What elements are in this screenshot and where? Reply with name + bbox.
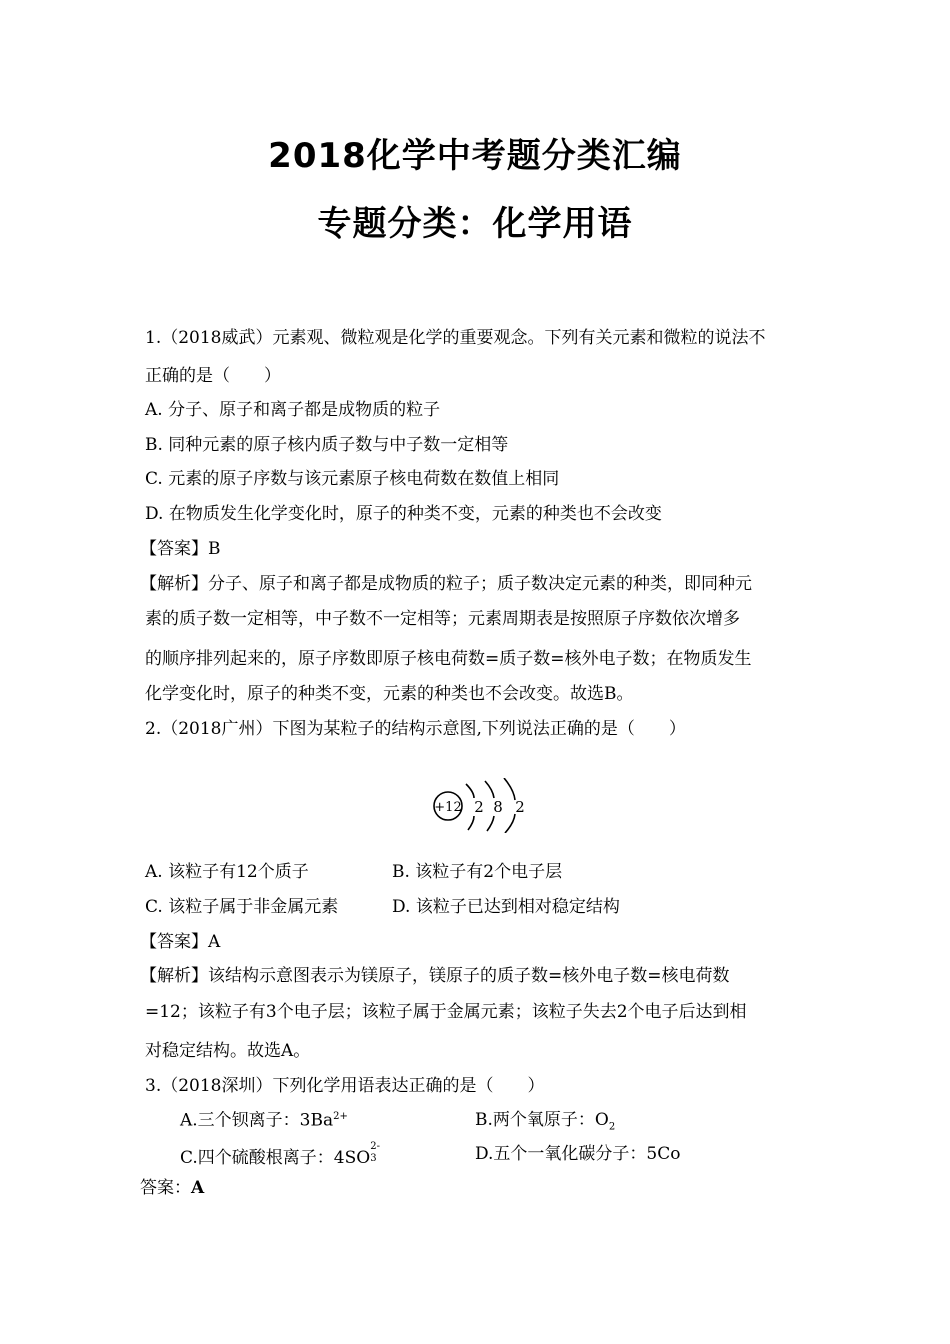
q2-stem: 2.（2018广州）下图为某粒子的结构示意图,下列说法正确的是（ ） [145,719,686,739]
q1-option-c: C. 元素的原子序数与该元素原子核电荷数在数值上相同 [145,469,560,489]
q1-option-b: B. 同种元素的原子核内质子数与中子数一定相等 [145,435,509,455]
q1-analysis-line-1: 【解析】分子、原子和离子都是成物质的粒子；质子数决定元素的种类，即同种元 [140,574,752,594]
q3-stem: 3.（2018深圳）下列化学用语表达正确的是（ ） [145,1076,545,1096]
q3-option-a-text: A.三个钡离子：3Ba [180,1110,334,1131]
q3-option-c-subscript: 3 [370,1153,377,1164]
q1-stem-line-1: 1.（2018威武）元素观、微粒观是化学的重要观念。下列有关元素和微粒的说法不 [145,328,766,348]
q3-option-c [180,1141,382,1168]
q3-option-b [475,1112,615,1132]
q1-analysis-line-3: 的顺序排列起来的，原子序数即原子核电荷数=质子数=核外电子数；在物质发生 [145,649,752,669]
shell-arc-2-bottom [487,816,494,831]
q2-option-a: A. 该粒子有12个质子 [145,862,309,882]
shell-arc-1-top [466,784,474,798]
shell-arc-1-bottom [468,816,474,830]
q2-analysis-line-2: =12；该粒子有3个电子层；该粒子属于金属元素；该粒子失去2个电子后达到相 [145,1002,747,1022]
shell-arc-3-top [504,778,515,800]
q3-answer [140,1180,204,1197]
q3-answer-label: 答案： [140,1178,191,1198]
q3-option-c-charge: 2- [370,1141,380,1152]
q3-option-a [180,1112,348,1130]
shell-3-electrons: 2 [515,798,525,816]
document-subtitle: 专题分类：化学用语 [317,204,633,244]
q1-analysis-line-4: 化学变化时，原子的种类不变，元素的种类也不会改变。故选B。 [145,684,634,704]
q3-option-b-text: B.两个氧原子：O [475,1110,609,1130]
q2-answer: 【答案】A [140,932,221,952]
atom-structure-diagram [428,778,533,833]
q3-option-b-subscript: 2 [608,1121,616,1133]
q2-analysis-line-1: 【解析】该结构示意图表示为镁原子，镁原子的质子数=核外电子数=核电荷数 [140,966,730,986]
q1-option-a: A. 分子、原子和离子都是成物质的粒子 [145,400,441,420]
q3-option-a-charge: 2+ [333,1111,348,1122]
q2-option-d: D. 该粒子已达到相对稳定结构 [392,897,620,917]
shell-2-electrons: 8 [493,798,503,816]
q1-stem-line-2: 正确的是（ ） [145,366,281,386]
q1-analysis-line-2: 素的质子数一定相等，中子数不一定相等；元素周期表是按照原子序数依次增多 [145,609,740,629]
q2-analysis-line-3: 对稳定结构。故选A。 [145,1041,311,1061]
q3-answer-value: A [191,1178,205,1198]
q1-answer: 【答案】B [140,539,221,559]
q2-option-b: B. 该粒子有2个电子层 [392,862,563,882]
shell-arc-2-top [485,781,494,798]
q2-option-c: C. 该粒子属于非金属元素 [145,897,339,917]
shell-arc-3-bottom [505,814,515,833]
shell-1-electrons: 2 [474,798,484,816]
q1-option-d: D. 在物质发生化学变化时，原子的种类不变，元素的种类也不会改变 [145,504,662,524]
nucleus-charge: +12 [434,800,462,815]
document-title: 2018化学中考题分类汇编 [268,136,682,176]
q3-option-d: D.五个一氧化碳分子：5Co [475,1144,681,1164]
q3-option-c-text: C.四个硫酸根离子：4SO [180,1148,371,1168]
